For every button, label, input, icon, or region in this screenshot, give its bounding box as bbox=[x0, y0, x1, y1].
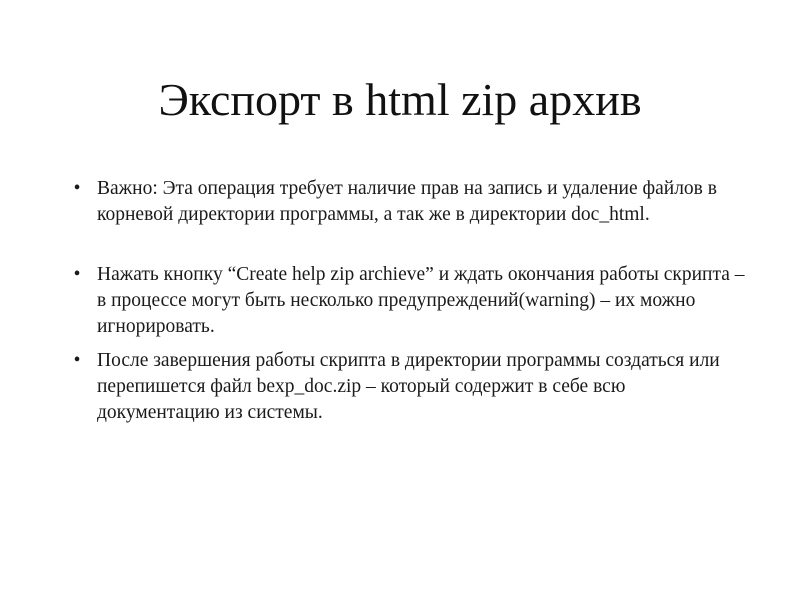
slide-title: Экспорт в html zip архив bbox=[158, 74, 642, 125]
bullet-icon: • bbox=[73, 350, 81, 371]
bullet-text: Нажать кнопку “Create help zip archieve” и ждать окончания работы скрипта – в процессе могут быть несколько предупреждений(warning) – их можно игнорировать. bbox=[97, 264, 745, 337]
bullet-item-permissions-note bbox=[70, 176, 750, 228]
bullet-icon: • bbox=[73, 264, 81, 285]
bullet-text: После завершения работы скрипта в директории программы создаться или перепишется файл bexp_doc.zip – который содержит в себе всю документацию из системы. bbox=[97, 350, 720, 423]
bullet-item-result-file bbox=[70, 348, 750, 426]
bullet-list bbox=[70, 176, 750, 426]
bullet-text: Важно: Эта операция требует наличие прав на запись и удаление файлов в корневой директории программы, а так же в директории doc_html. bbox=[97, 178, 717, 225]
bullet-icon: • bbox=[73, 178, 81, 199]
bullet-item-press-button bbox=[70, 262, 750, 340]
